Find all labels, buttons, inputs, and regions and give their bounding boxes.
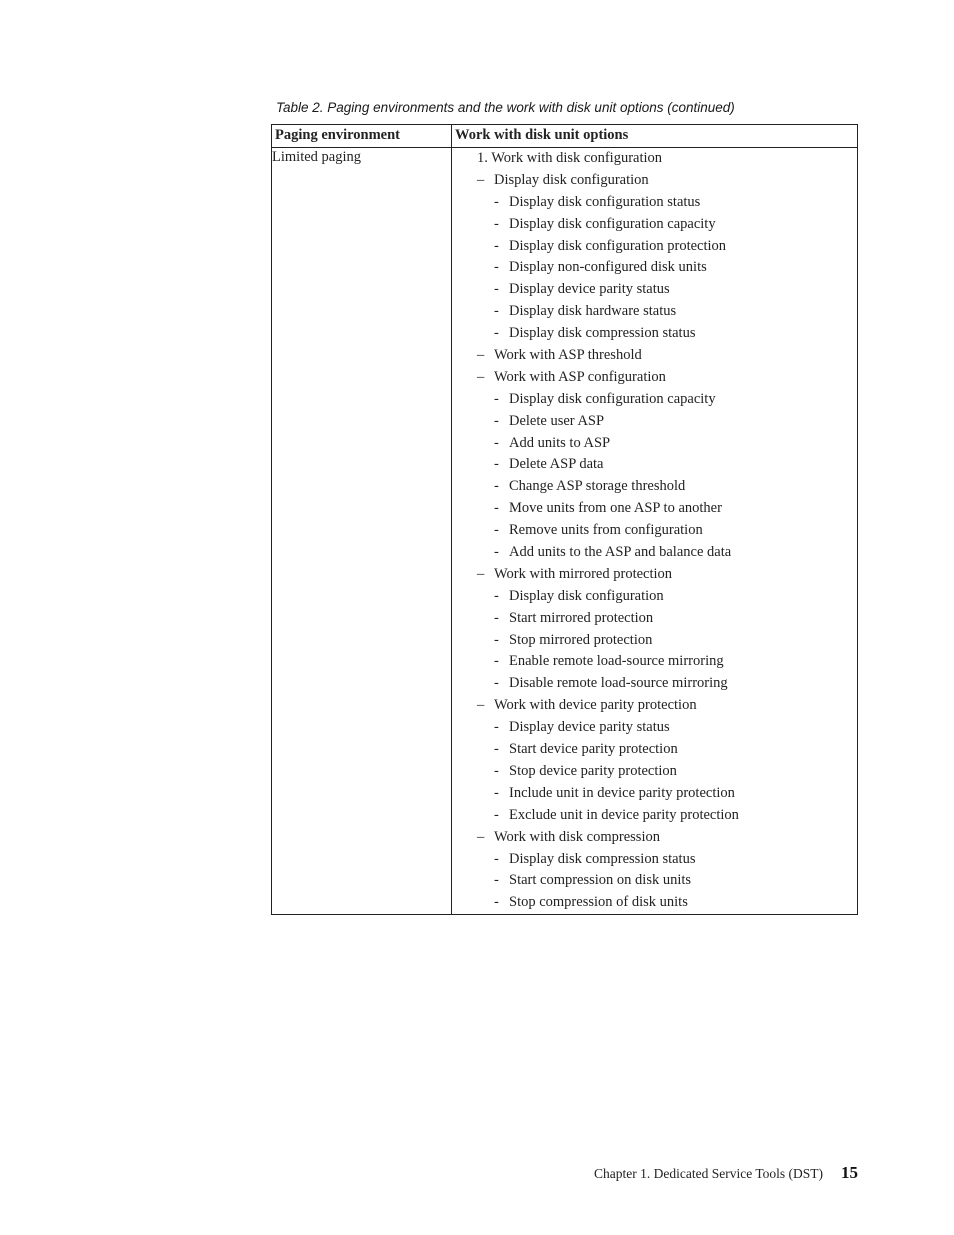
en-dash-bullet: –: [477, 171, 485, 188]
list-item: [452, 717, 857, 739]
en-dash-bullet: –: [477, 565, 485, 582]
list-item: [452, 192, 857, 214]
list-item-text: Display disk compression status: [509, 850, 696, 867]
list-item: [452, 586, 857, 608]
list-item-text: Work with ASP threshold: [494, 347, 642, 364]
list-item-text: Move units from one ASP to another: [509, 500, 722, 517]
column-header-disk-unit-options: Work with disk unit options: [452, 125, 858, 148]
hyphen-bullet: -: [494, 390, 499, 407]
list-item-text: Disable remote load-source mirroring: [509, 675, 728, 692]
hyphen-bullet: -: [494, 215, 499, 232]
table-row: [272, 148, 858, 915]
hyphen-bullet: -: [494, 303, 499, 320]
list-item-text: Delete user ASP: [509, 412, 605, 429]
hyphen-bullet: -: [494, 193, 499, 210]
list-item: [452, 301, 857, 323]
list-item: [452, 433, 857, 455]
list-item: [452, 608, 857, 630]
list-item: [452, 827, 857, 849]
hyphen-bullet: -: [494, 456, 499, 473]
hyphen-bullet: -: [494, 500, 499, 517]
list-item-text: Display disk configuration: [509, 587, 664, 604]
list-item: [452, 170, 857, 192]
paging-options-table: [271, 124, 858, 915]
list-item: [452, 214, 857, 236]
list-item: [452, 870, 857, 892]
hyphen-bullet: -: [494, 259, 499, 276]
list-item-text: Add units to the ASP and balance data: [509, 544, 732, 561]
list-item-text: Work with disk compression: [494, 828, 660, 845]
list-item-text: Display disk configuration status: [509, 193, 701, 210]
hyphen-bullet: -: [494, 872, 499, 889]
list-item-text: Include unit in device parity protection: [509, 784, 735, 801]
list-item: [452, 761, 857, 783]
hyphen-bullet: -: [494, 741, 499, 758]
list-item: [452, 849, 857, 871]
hyphen-bullet: -: [494, 478, 499, 495]
hyphen-bullet: -: [494, 784, 499, 801]
hyphen-bullet: -: [494, 544, 499, 561]
list-item-text: 1. Work with disk configuration: [477, 150, 663, 166]
list-item-text: Start device parity protection: [509, 741, 678, 758]
list-item-text: Work with ASP configuration: [494, 368, 666, 385]
list-item: [452, 805, 857, 827]
list-item: [452, 564, 857, 586]
list-item: [452, 783, 857, 805]
list-item-text: Add units to ASP: [509, 434, 611, 451]
list-item-text: Change ASP storage threshold: [509, 478, 686, 495]
list-item: [452, 739, 857, 761]
list-item-text: Display disk configuration capacity: [509, 215, 716, 232]
footer-chapter-title: Chapter 1. Dedicated Service Tools (DST): [594, 1166, 823, 1181]
list-item: [452, 892, 857, 914]
list-item-text: Start compression on disk units: [509, 872, 692, 889]
list-item: [452, 236, 857, 258]
hyphen-bullet: -: [494, 281, 499, 298]
hyphen-bullet: -: [494, 609, 499, 626]
list-item: [452, 695, 857, 717]
list-item-text: Work with device parity protection: [494, 697, 697, 714]
list-item-text: Display disk compression status: [509, 325, 696, 342]
list-item: [452, 148, 857, 170]
hyphen-bullet: -: [494, 237, 499, 254]
paging-environment-cell: Limited paging: [272, 148, 452, 915]
list-item: [452, 411, 857, 433]
list-item: [452, 389, 857, 411]
list-item-text: Remove units from configuration: [509, 522, 703, 539]
list-item-text: Display disk hardware status: [509, 303, 677, 320]
hyphen-bullet: -: [494, 522, 499, 539]
hyphen-bullet: -: [494, 653, 499, 670]
table-caption: Table 2. Paging environments and the work with disk unit options (continued): [276, 100, 735, 115]
hyphen-bullet: -: [494, 850, 499, 867]
hyphen-bullet: -: [494, 719, 499, 736]
en-dash-bullet: –: [477, 368, 485, 385]
hyphen-bullet: -: [494, 806, 499, 823]
page-number: 15: [841, 1163, 858, 1182]
en-dash-bullet: –: [477, 828, 485, 845]
list-item-text: Display non-configured disk units: [509, 259, 707, 276]
list-item-text: Work with mirrored protection: [494, 565, 673, 582]
list-item: [452, 498, 857, 520]
list-item: [452, 257, 857, 279]
list-item-text: Display disk configuration protection: [509, 237, 727, 254]
list-item-text: Exclude unit in device parity protection: [509, 806, 739, 823]
list-item-text: Stop device parity protection: [509, 762, 677, 779]
list-item: [452, 279, 857, 301]
list-item: [452, 651, 857, 673]
list-item: [452, 323, 857, 345]
en-dash-bullet: –: [477, 697, 485, 714]
list-item: [452, 345, 857, 367]
hyphen-bullet: -: [494, 762, 499, 779]
list-item-text: Stop mirrored protection: [509, 631, 653, 648]
list-item-text: Display device parity status: [509, 719, 670, 736]
list-item-text: Display disk configuration capacity: [509, 390, 716, 407]
list-item-text: Display device parity status: [509, 281, 670, 298]
list-item-text: Stop compression of disk units: [509, 894, 688, 911]
list-item-text: Display disk configuration: [494, 171, 649, 188]
list-item: [452, 630, 857, 652]
hyphen-bullet: -: [494, 434, 499, 451]
table-header-row: [272, 125, 858, 148]
hyphen-bullet: -: [494, 587, 499, 604]
list-item: [452, 367, 857, 389]
column-header-paging-environment: Paging environment: [272, 125, 452, 148]
list-item-text: Enable remote load-source mirroring: [509, 653, 724, 670]
disk-unit-options-cell: [452, 148, 858, 915]
hyphen-bullet: -: [494, 412, 499, 429]
hyphen-bullet: -: [494, 631, 499, 648]
hyphen-bullet: -: [494, 894, 499, 911]
list-item-text: Delete ASP data: [509, 456, 604, 473]
list-item: [452, 542, 857, 564]
en-dash-bullet: –: [477, 347, 485, 364]
hyphen-bullet: -: [494, 675, 499, 692]
list-item: [452, 520, 857, 542]
hyphen-bullet: -: [494, 325, 499, 342]
list-item: [452, 454, 857, 476]
list-item-text: Start mirrored protection: [509, 609, 654, 626]
list-item: [452, 673, 857, 695]
options-list: [452, 148, 857, 914]
list-item: [452, 476, 857, 498]
